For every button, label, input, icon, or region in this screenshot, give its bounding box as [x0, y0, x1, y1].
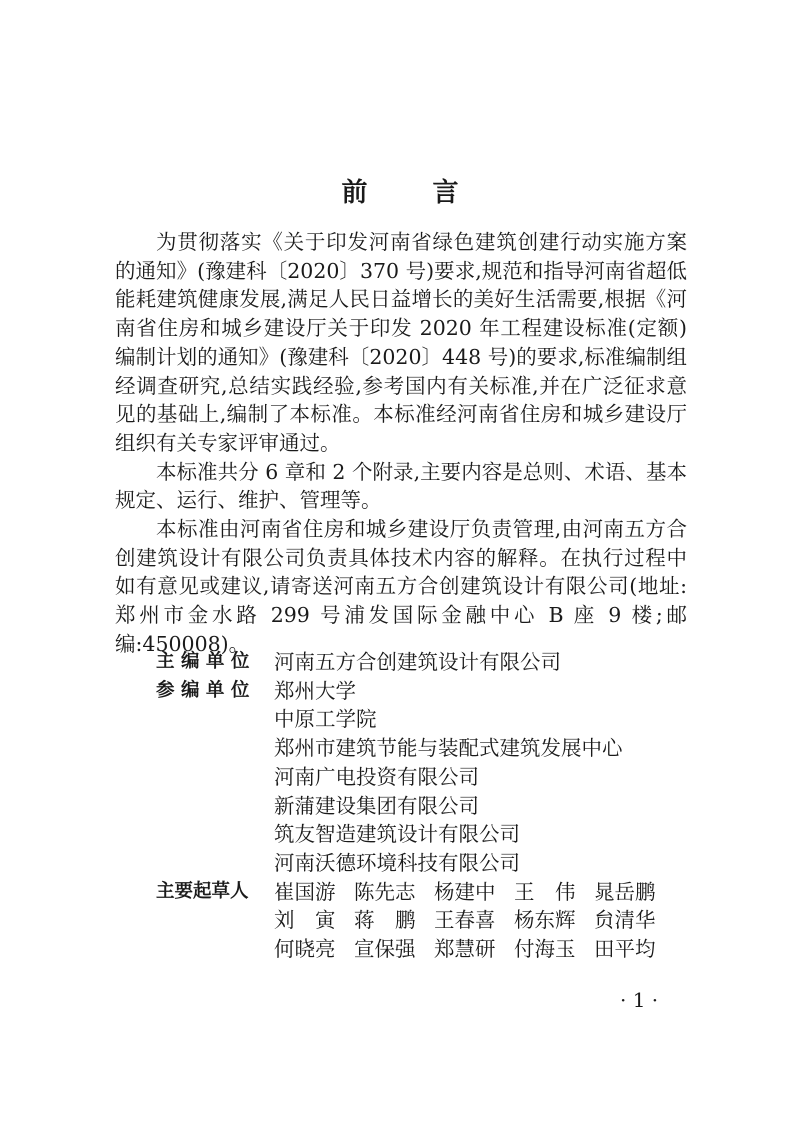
paragraph-management: 本标准由河南省住房和城乡建设厅负责管理,由河南五方合创建筑设计有限公司负责具体技术内容的解释。在执行过程中如有意见或建议,请寄送河南五方合创建筑设计有限公司(地址:郑州市金水路 299 号浦发国际金融中心 B 座 9 楼;邮编:450008)。 — [115, 517, 687, 656]
participating-unit: 郑州市建筑节能与装配式建筑发展中心 — [274, 736, 623, 761]
main-drafters-label: 主要起草人 — [156, 880, 249, 902]
drafter-name: 蒋 鹏 — [354, 908, 416, 933]
main-drafters-list — [274, 878, 716, 964]
drafter-name: 杨建中 — [434, 879, 496, 904]
drafter-name: 刘 寅 — [274, 908, 336, 933]
drafter-name: 宣保强 — [354, 937, 416, 962]
chief-editor-unit: 河南五方合创建筑设计有限公司 — [274, 650, 561, 674]
main-drafters-row — [156, 878, 716, 964]
drafter-name: 付海玉 — [514, 937, 576, 962]
drafter-name: 王春喜 — [434, 908, 496, 933]
drafter-name: 何晓亮 — [274, 937, 336, 962]
participating-editors-label: 参 编 单 位 — [156, 679, 250, 701]
drafter-name: 崔国游 — [274, 879, 336, 904]
paragraph-contents: 本标准共分 6 章和 2 个附录,主要内容是总则、术语、基本规定、运行、维护、管理等。 — [115, 459, 687, 513]
drafter-name: 晁岳鹏 — [594, 879, 656, 904]
page-number: · 1 · — [620, 988, 659, 1012]
participating-unit: 筑友智造建筑设计有限公司 — [274, 822, 520, 847]
chief-editor-row — [156, 648, 716, 677]
participating-unit: 郑州大学 — [274, 678, 356, 703]
participating-unit: 河南沃德环境科技有限公司 — [274, 850, 520, 875]
drafter-name: 贠清华 — [594, 908, 656, 933]
drafter-name: 陈先志 — [354, 879, 416, 904]
chief-editor-label: 主 编 单 位 — [156, 651, 250, 672]
participating-unit: 中原工学院 — [274, 707, 377, 732]
preface-body — [115, 228, 687, 659]
drafter-name: 田平均 — [594, 937, 656, 962]
drafter-name: 王 伟 — [514, 879, 576, 904]
participating-unit: 河南广电投资有限公司 — [274, 764, 479, 789]
drafter-name: 郑慧研 — [434, 937, 496, 962]
participating-editors-row — [156, 677, 716, 878]
paragraph-background: 为贯彻落实《关于印发河南省绿色建筑创建行动实施方案的通知》(豫建科〔2020〕370 号)要求,规范和指导河南省超低能耗建筑健康发展,满足人民日益增长的美好生活需要,根据《河南省住房和城乡建设厅关于印发 2020 年工程建设标准(定额)编制计划的通知》(豫建科〔2020〕448 号)的要求,标准编制组经调查研究,总结实践经验,参考国内有关标准,并在广泛征求意见的基础上,编制了本标准。本标准经河南省住房和城乡建设厅组织有关专家评审通过。 — [115, 230, 687, 455]
credits-section — [156, 648, 716, 964]
drafter-name: 杨东辉 — [514, 908, 576, 933]
page-title: 前 言 — [341, 178, 487, 208]
participating-unit: 新蒲建设集团有限公司 — [274, 793, 479, 818]
